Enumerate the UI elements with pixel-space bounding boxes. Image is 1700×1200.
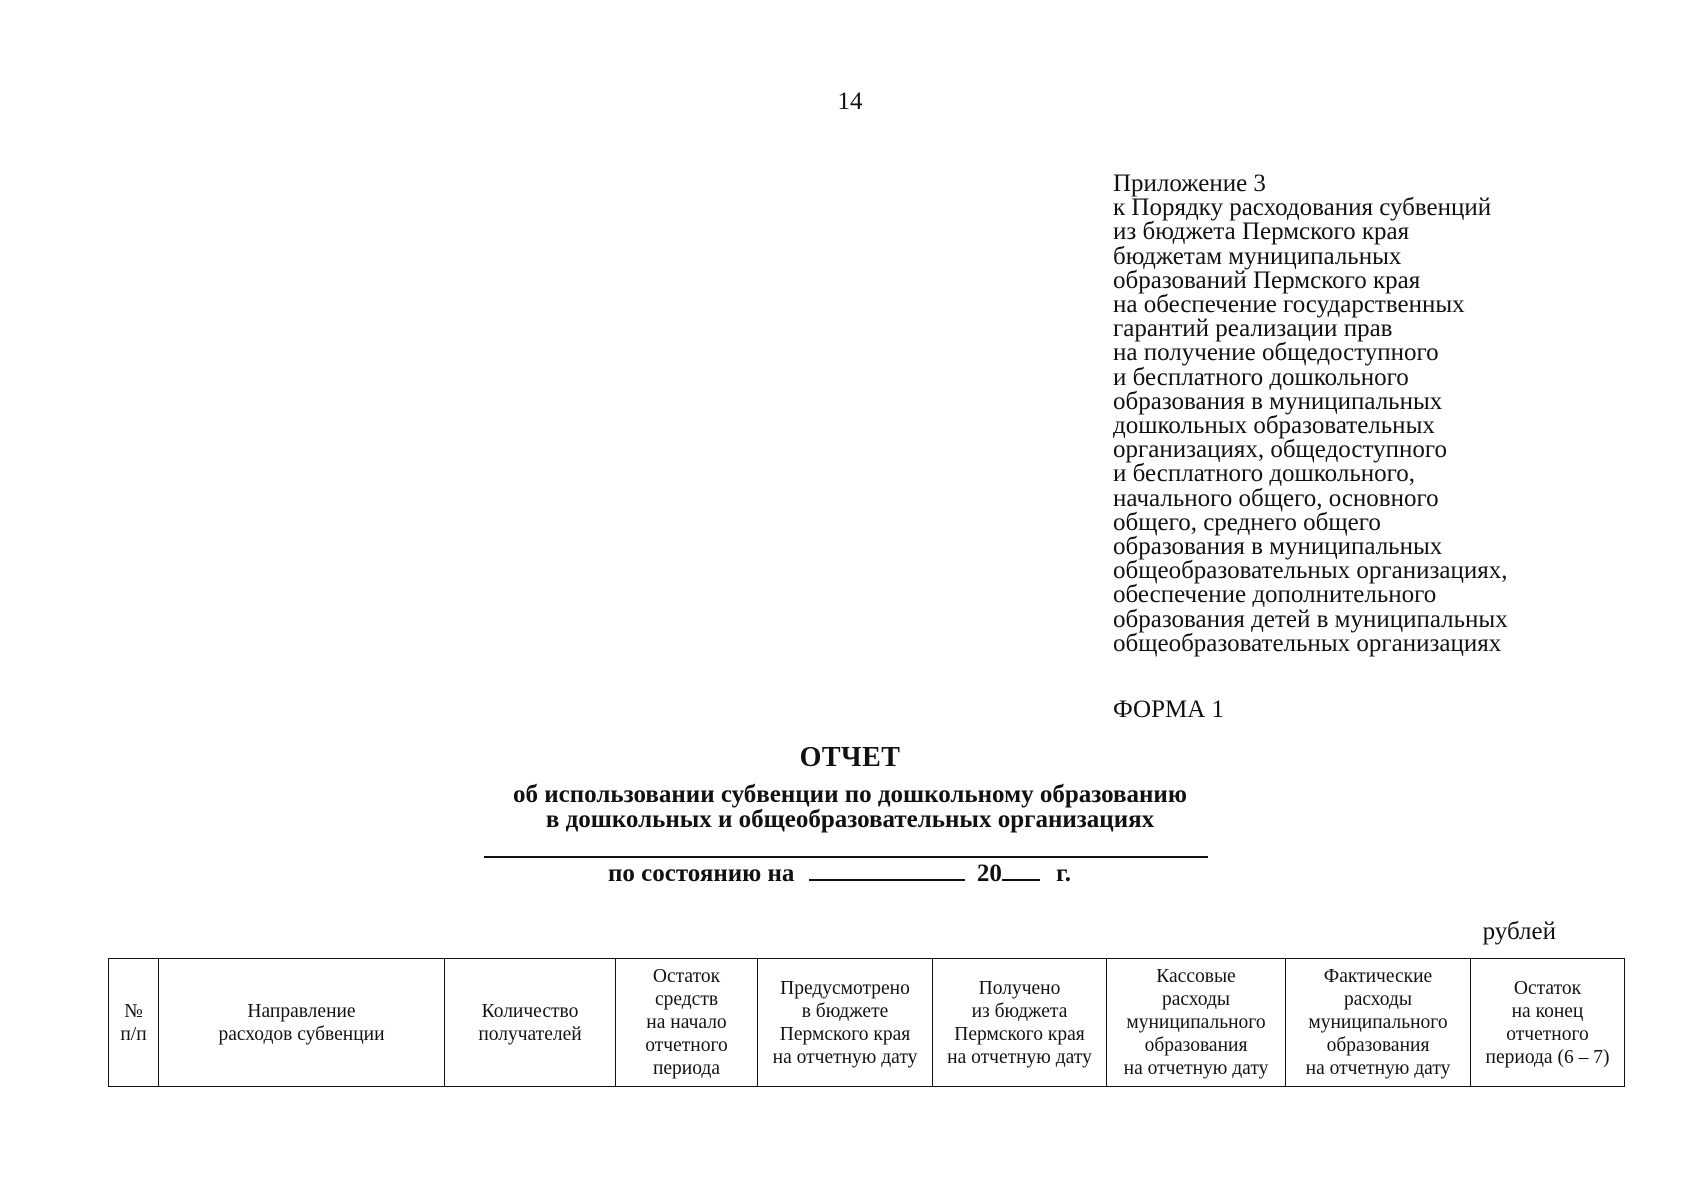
appendix-block: [1113, 172, 1673, 656]
appendix-line: бюджетам муниципальных: [1113, 242, 1402, 270]
column-header-text: Предусмотрено: [780, 977, 910, 999]
column-header-text: Остаток: [1513, 977, 1582, 999]
appendix-line: гарантий реализации прав: [1113, 315, 1393, 343]
appendix-line: организациях, общедоступного: [1113, 436, 1447, 464]
appendix-line: начального общего, основного: [1113, 484, 1439, 512]
appendix-line: к Порядку расходования субвенций: [1113, 194, 1492, 222]
column-header-text: на начало: [646, 1012, 727, 1033]
column-header-6: [933, 959, 1107, 1087]
as-of-date-line: [608, 857, 1071, 888]
appendix-line: из бюджета Пермского края: [1113, 218, 1410, 246]
column-header-text: №: [124, 1000, 143, 1022]
column-header-text: из бюджета: [971, 1000, 1068, 1022]
column-header-text: средств: [654, 989, 719, 1010]
column-header-3: [445, 959, 616, 1087]
column-header-text: на отчетную дату: [1305, 1058, 1451, 1079]
appendix-line: обеспечение дополнительного: [1113, 581, 1437, 609]
column-header-1: [109, 959, 159, 1087]
column-header-text: периода: [652, 1058, 721, 1079]
appendix-line: на получение общедоступного: [1113, 339, 1439, 367]
as-of-prefix: по состоянию на: [608, 860, 795, 887]
appendix-line: образования в муниципальных: [1113, 533, 1443, 561]
report-subtitle: [0, 782, 1700, 832]
column-header-text: образования: [1326, 1035, 1430, 1056]
appendix-line: дошкольных образовательных: [1113, 412, 1435, 440]
as-of-suffix: г.: [1056, 860, 1071, 887]
report-subtitle-line-2: в дошкольных и общеобразовательных организациях: [545, 806, 1155, 833]
appendix-line: образований Пермского края: [1113, 266, 1421, 294]
appendix-line: на обеспечение государственных: [1113, 291, 1465, 319]
column-header-text: расходы: [1343, 989, 1413, 1010]
page-number: 14: [837, 88, 863, 115]
report-subtitle-line-1: об использовании субвенции по дошкольному образованию: [513, 781, 1187, 808]
appendix-line: и бесплатного дошкольного: [1113, 363, 1409, 391]
appendix-line: общеобразовательных организациях,: [1113, 557, 1508, 585]
report-title: ОТЧЕТ: [799, 742, 901, 773]
column-header-text: образования: [1144, 1035, 1248, 1056]
column-header-text: Получено: [978, 977, 1061, 999]
appendix-line: общеобразовательных организациях: [1113, 629, 1502, 657]
column-header-text: Кассовые: [1156, 966, 1236, 987]
column-header-text: Пермского края: [954, 1023, 1085, 1045]
column-header-text: муниципального: [1308, 1012, 1448, 1033]
column-header-text: расходы: [1161, 989, 1231, 1010]
column-header-text: периода (6 – 7): [1485, 1046, 1610, 1068]
column-header-2: [159, 959, 445, 1087]
year-blank-field[interactable]: [1002, 857, 1040, 881]
column-header-text: Пермского края: [779, 1023, 911, 1045]
column-header-7: [1107, 959, 1286, 1087]
units-label: рублей: [1482, 918, 1556, 945]
column-header-8: [1286, 959, 1471, 1087]
date-blank-field[interactable]: [809, 857, 965, 881]
appendix-line: образования в муниципальных: [1113, 387, 1443, 415]
column-header-text: на отчетную дату: [947, 1046, 1092, 1068]
column-header-text: в бюджете: [801, 1000, 889, 1022]
column-header-text: Остаток: [652, 966, 721, 987]
column-header-text: расходов субвенции: [218, 1023, 385, 1045]
column-header-text: получателей: [478, 1023, 582, 1045]
report-table: [108, 958, 1625, 1087]
column-header-text: на отчетную дату: [772, 1046, 918, 1068]
appendix-line: Приложение 3: [1113, 170, 1266, 197]
form-label: ФОРМА 1: [1113, 696, 1225, 723]
column-header-text: на отчетную дату: [1123, 1058, 1269, 1079]
column-header-text: отчетного: [1506, 1023, 1589, 1045]
table-header-row: [109, 959, 1625, 1087]
appendix-line: общего, среднего общего: [1113, 508, 1381, 536]
column-header-text: п/п: [120, 1023, 147, 1045]
column-header-4: [616, 959, 758, 1087]
column-header-9: [1471, 959, 1625, 1087]
column-header-text: Направление: [247, 1000, 356, 1022]
appendix-line: образования детей в муниципальных: [1113, 605, 1508, 633]
column-header-5: [758, 959, 933, 1087]
column-header-text: муниципального: [1126, 1012, 1266, 1033]
column-header-text: Фактические: [1323, 966, 1433, 987]
column-header-text: отчетного: [645, 1035, 728, 1056]
column-header-text: на конец: [1511, 1000, 1584, 1022]
as-of-year: 20: [976, 860, 1002, 887]
appendix-line: и бесплатного дошкольного,: [1113, 460, 1415, 488]
column-header-text: Количество: [481, 1000, 579, 1022]
